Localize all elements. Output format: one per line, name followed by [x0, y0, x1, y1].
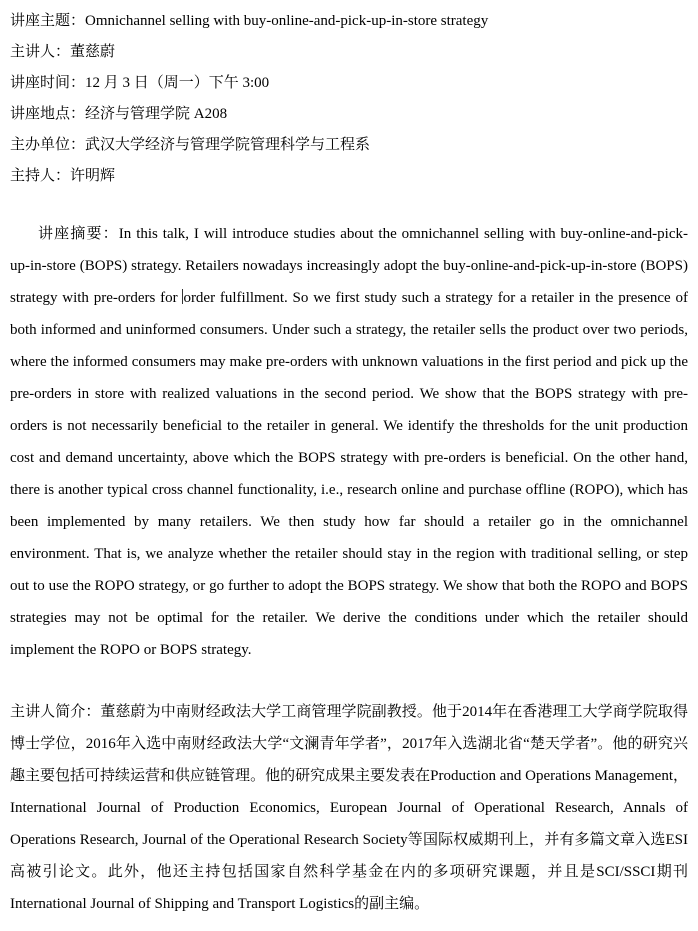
field-label: 讲座主题：	[10, 13, 86, 29]
lecture-time-line	[10, 68, 688, 99]
field-label: 主讲人：	[10, 44, 71, 60]
organizer-line	[10, 130, 688, 161]
bio-label: 主讲人简介：	[10, 704, 101, 720]
host-line	[10, 161, 688, 192]
abstract-label: 讲座摘要：	[38, 226, 119, 242]
abstract-text-before-cursor: In this talk, I will introduce studies about the omnichannel selling with buy-online-and-pick-up-in-store (BOPS) strategy. Retailers nowadays increasingly adopt the buy-online-and-pick-up-in-store (BOPS) strategy with pre-orders for	[10, 226, 688, 306]
field-value: 武汉大学经济与管理学院管理科学与工程系	[85, 137, 371, 153]
field-value: 许明辉	[70, 168, 116, 184]
field-label: 主办单位：	[10, 137, 86, 153]
field-value: 董慈蔚	[70, 44, 116, 60]
bio-text: 董慈蔚为中南财经政法大学工商管理学院副教授。他于2014年在香港理工大学商学院取得博士学位，2016年入选中南财经政法大学“文澜青年学者”，2017年入选湖北省“楚天学者”。他的研究兴趣主要包括可持续运营和供应链管理。他的研究成果主要发表在Production and Operations Management，International Journal of Production Economics, European Journal of Operational Research, Annals of Operations Research, Journal of the Operational Research Society等国际权威期刊上，并有多篇文章入选ESI高被引论文。此外，他还主持包括国家自然科学基金在内的多项研究课题，并且是SCI/SSCI期刊International Journal of Shipping and Transport Logistics的副主编。	[10, 704, 688, 912]
field-label: 主持人：	[10, 168, 71, 184]
field-value: 12 月 3 日（周一）下午 3:00	[85, 75, 270, 91]
field-label: 讲座时间：	[10, 75, 86, 91]
speaker-line	[10, 37, 688, 68]
field-value: Omnichannel selling with buy-online-and-pick-up-in-store strategy	[85, 13, 489, 29]
abstract-text-after-cursor: order fulfillment. So we first study such a strategy for a retailer in the presence of both informed and uninformed consumers. Under such a strategy, the retailer sells the product over two periods, where the informed consumers may make pre-orders with unknown valuations in the first period and pick up the pre-orders in store with realized valuations in the second period. We show that the BOPS strategy with pre-orders is not necessarily beneficial to the retailer in general. We identify the thresholds for the unit production cost and demand uncertainty, above which the BOPS strategy with pre-orders is beneficial. On the other hand, there is another typical cross channel functionality, i.e., research online and purchase offline (ROPO), which has been implemented by many retailers. We then study how far should a retailer go in the omnichannel environment. That is, we analyze whether the retailer should stay in the region with traditional selling, or step out to use the ROPO strategy, or go further to adopt the BOPS strategy. We show that both the ROPO and BOPS strategies may not be optimal for the retailer. We derive the conditions under which the retailer should implement the ROPO or BOPS strategy.	[10, 290, 688, 658]
bio-paragraph	[10, 696, 688, 920]
abstract-paragraph	[10, 218, 688, 666]
field-label: 讲座地点：	[10, 106, 86, 122]
lecture-topic-line	[10, 6, 688, 37]
lecture-location-line	[10, 99, 688, 130]
lecture-info-header	[10, 6, 688, 192]
field-value: 经济与管理学院 A208	[85, 106, 228, 122]
